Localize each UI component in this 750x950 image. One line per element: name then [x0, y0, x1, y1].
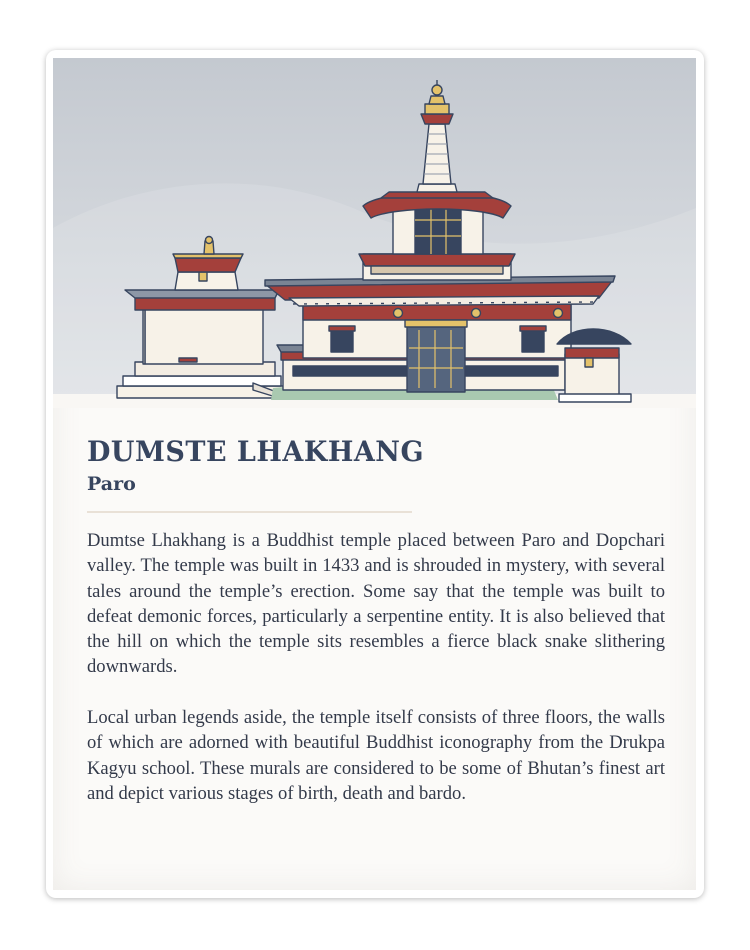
place-subtitle: Paro — [87, 473, 136, 495]
temple-illustration — [53, 58, 696, 408]
description-paragraph: Dumtse Lhakhang is a Buddhist temple placed between Paro and Dopchari valley. The temple was built in 1433 and is shrouded in mystery, with several tales around the temple’s erection. Some say that the temple was built to defeat demonic forces, particularly a serpentine entity. It is also believed that the hill on which the temple sits resembles a fierce black snake slithering downwards. — [87, 530, 665, 678]
title-divider — [87, 511, 412, 513]
landmark-card — [46, 50, 704, 898]
card-inner — [53, 58, 696, 890]
description — [87, 528, 665, 832]
place-title: DUMSTE LHAKHANG — [87, 436, 425, 469]
description-paragraph: Local urban legends aside, the temple itself consists of three floors, the walls of which are adorned with beautiful Buddhist iconography from the Drukpa Kagyu school. These murals are considered to be some of Bhutan’s finest art and depict various stages of birth, death and bardo. — [87, 707, 665, 804]
